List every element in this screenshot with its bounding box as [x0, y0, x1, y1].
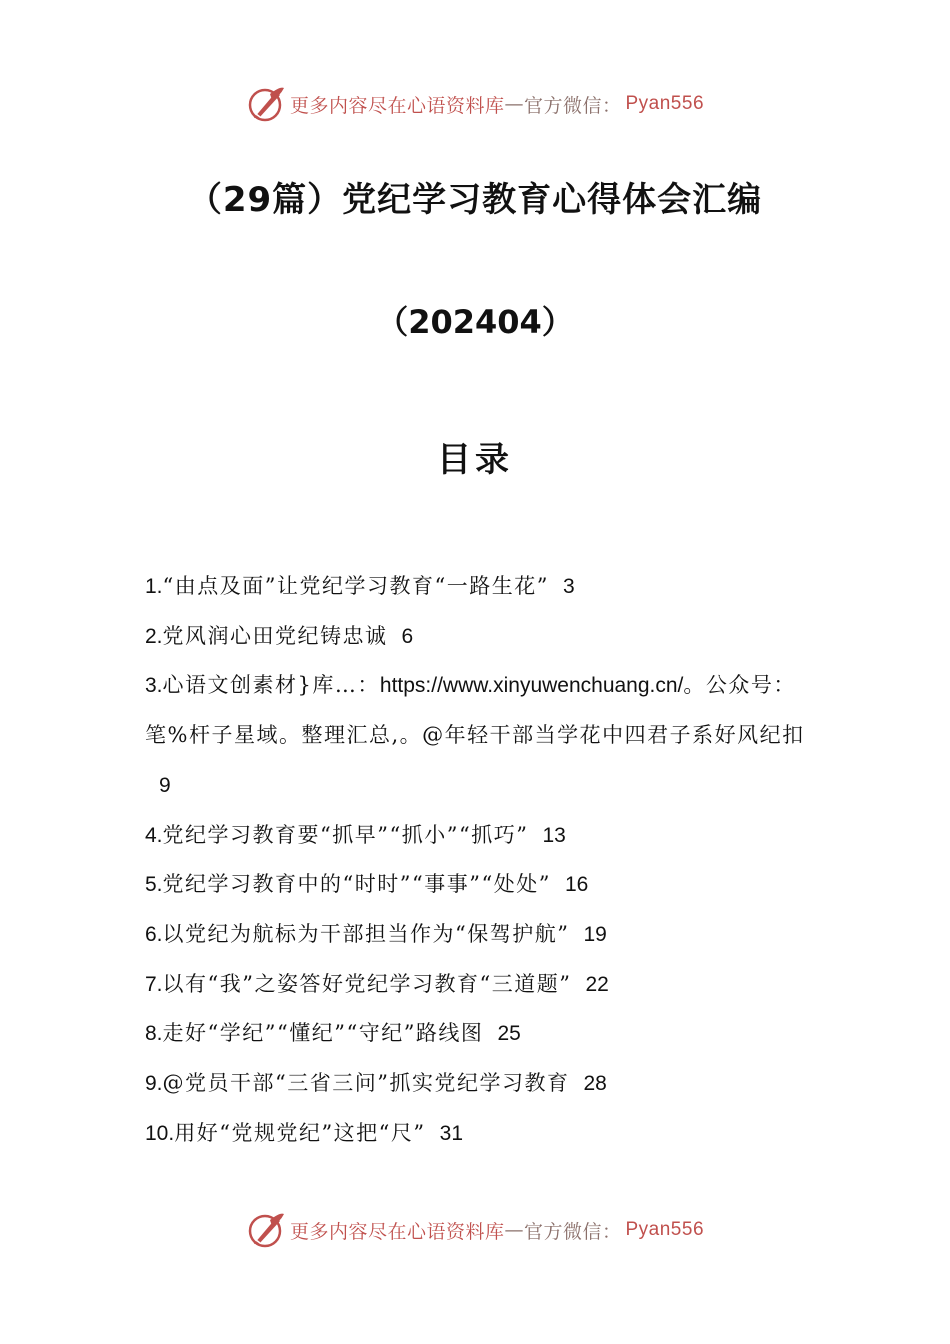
toc-item-text: 以有“我”之姿答好党纪学习教育“三道题” — [162, 971, 572, 996]
toc-item-page: 13 — [542, 823, 566, 847]
document-title: （29篇）党纪学习教育心得体会汇编 — [187, 180, 763, 220]
toc-item-number: 1. — [145, 575, 163, 598]
banner-wechat-label: 官方微信： — [523, 1220, 622, 1243]
toc-item[interactable] — [145, 960, 810, 1010]
toc-item[interactable] — [145, 811, 810, 861]
banner-separator: — — [504, 93, 524, 115]
toc-item-text: “由点及面”让党纪学习教育“一路生花” — [162, 574, 549, 598]
toc-item-page: 19 — [583, 922, 607, 946]
toc-item[interactable] — [145, 1059, 810, 1109]
toc-item-number: 7. — [145, 972, 163, 996]
toc-item-number: 10. — [145, 1121, 175, 1145]
toc-item-page: 28 — [583, 1072, 607, 1096]
toc-item-number: 5. — [145, 873, 163, 897]
toc-item-page: 3 — [562, 575, 575, 598]
toc-item-text: 用好“党规党纪”这把“尺” — [174, 1120, 426, 1145]
toc-item-page: 22 — [585, 972, 609, 996]
toc-item-page: 9 — [159, 773, 171, 797]
toc-item-number: 4. — [145, 823, 163, 847]
quill-pen-logo-icon — [246, 84, 286, 124]
toc-item-number: 6. — [145, 922, 163, 946]
banner-separator: — — [504, 1219, 524, 1241]
footer-watermark-banner — [0, 1206, 950, 1254]
toc-item-page: 25 — [497, 1022, 521, 1046]
toc-item-text: @党员干部“三省三问”抓实党纪学习教育 — [162, 1071, 570, 1096]
toc-item-text: 以党纪为航标为干部担当作为“保驾护航” — [162, 921, 570, 946]
toc-item-page: 31 — [439, 1121, 464, 1145]
toc-item-url[interactable]: https://www.xinyuwenchuang.cn/ — [379, 674, 684, 698]
toc-item-number: 8. — [145, 1022, 163, 1046]
header-watermark-banner — [0, 80, 950, 128]
toc-item[interactable] — [145, 562, 810, 612]
toc-item-number: 2. — [145, 624, 163, 648]
toc-heading: 目录 — [437, 440, 513, 480]
toc-item-number: 9. — [145, 1072, 163, 1096]
toc-item-text: 走好“学纪”“懂纪”“守纪”路线图 — [162, 1021, 484, 1046]
toc-item-text: 党纪学习教育要“抓早”“抓小”“抓巧” — [162, 822, 529, 847]
banner-wechat-id: Pyan556 — [625, 1219, 705, 1240]
toc-item[interactable] — [145, 1109, 810, 1159]
banner-wechat-id: Pyan556 — [625, 93, 705, 114]
toc-item[interactable] — [145, 1009, 810, 1059]
toc-item[interactable] — [145, 860, 810, 910]
toc-item-text: 党纪学习教育中的“时时”“事事”“处处” — [162, 872, 551, 897]
toc-item[interactable] — [145, 612, 810, 662]
banner-text: 更多内容尽在心语资料库 — [289, 94, 505, 117]
table-of-contents — [145, 562, 810, 1158]
toc-item-number: 3. — [145, 674, 163, 698]
toc-item[interactable] — [145, 910, 810, 960]
banner-text: 更多内容尽在心语资料库 — [289, 1220, 505, 1243]
toc-item[interactable] — [145, 661, 810, 810]
document-subtitle: （202404） — [376, 303, 574, 341]
banner-wechat-label: 官方微信： — [523, 94, 622, 117]
toc-item-text: 党风润心田党纪铸忠诚 — [162, 623, 388, 648]
toc-item-text: 。公众号：笔%杆子星域。整理汇总,。@年轻干部当学花中四君子系好风纪扣 — [145, 673, 805, 748]
quill-pen-logo-icon — [246, 1210, 286, 1250]
toc-item-page: 16 — [564, 873, 589, 897]
toc-item-page: 6 — [401, 624, 414, 648]
toc-item-prefix: 心语文创素材}库…： — [162, 673, 380, 698]
